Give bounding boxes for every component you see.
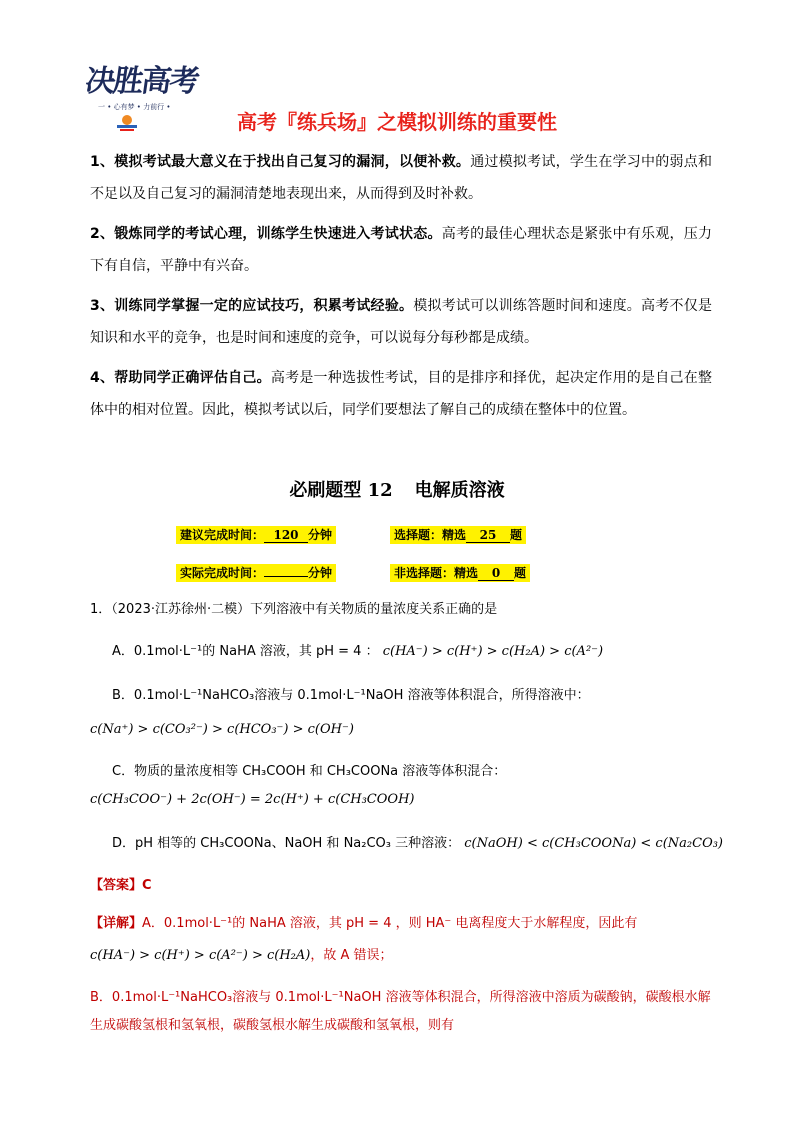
option-a-text: A．0.1mol·L⁻¹的 NaHA 溶液，其 pH = 4 ：: [112, 644, 379, 659]
option-a: [112, 642, 603, 662]
suggest-time-row: [176, 526, 336, 543]
detail-a-line: [90, 914, 637, 934]
page-title: 高考『练兵场』之模拟训练的重要性: [237, 110, 557, 134]
intro-2-text: 高考的最佳心理状态是紧张中有乐观，压力下有自信，平静中有兴奋。: [90, 226, 712, 274]
actual-time-value[interactable]: [264, 576, 308, 577]
nonchoice-count-label: 非选择题：精选: [394, 566, 479, 580]
intro-2-bold: 2、锻炼同学的考试心理，训练学生快速进入考试状态。: [90, 226, 442, 242]
intro-paragraph-2: [90, 218, 712, 282]
option-c-formula-text: c(CH₃COO⁻) + 2c(OH⁻) = 2c(H⁺) + c(CH₃COOH): [90, 792, 415, 807]
suggest-time-value: 120: [264, 528, 308, 543]
option-b-text: B．0.1mol·L⁻¹NaHCO₃溶液与 0.1mol·L⁻¹NaOH 溶液等体积混合，所得溶液中：: [112, 688, 590, 703]
section-heading-left: 必刷题型 12: [289, 480, 393, 501]
nonchoice-count-row: [390, 564, 530, 581]
detail-a-text: A．0.1mol·L⁻¹的 NaHA 溶液，其 pH = 4 ，则 HA⁻ 电离程度大于水解程度，因此有: [142, 916, 638, 931]
choice-count-row: [390, 526, 526, 543]
logo-subtitle: 一 • 心有梦 • 力前行 •: [98, 103, 171, 111]
detail-a-formula-line: [90, 946, 393, 966]
suggest-time-label: 建议完成时间：: [180, 528, 265, 542]
option-c-text: C．物质的量浓度相等 CH₃COOH 和 CH₃COONa 溶液等体积混合：: [112, 764, 507, 779]
question-stem: 1．（2023·江苏徐州·二模）下列溶液中有关物质的量浓度关系正确的是: [90, 602, 498, 617]
answer-label: 【答案】C: [90, 878, 152, 893]
option-b-formula: [90, 720, 354, 740]
detail-b-paragraph: B．0.1mol·L⁻¹NaHCO₃溶液与 0.1mol·L⁻¹NaOH 溶液等体积混合，所得溶液中溶质为碳酸钠，碳酸根水解生成碳酸氢根和氢氧根，碳酸氢根水解生成碳酸和氢氧根，则有: [90, 990, 711, 1033]
intro-3-text: 模拟考试可以训练答题时间和速度。高考不仅是知识和水平的竞争，也是时间和速度的竞争，可以说每分每秒都是成绩。: [90, 298, 713, 346]
intro-4-text: 高考是一种选拔性考试，目的是排序和择优，起决定作用的是自己在整体中的相对位置。因此，模拟考试以后，同学们要想法了解自己的成绩在整体中的位置。: [90, 370, 712, 418]
option-b-formula-text: c(Na⁺) > c(CO₃²⁻) > c(HCO₃⁻) > c(OH⁻): [90, 722, 354, 737]
detail-a-end: ，故 A 错误；: [310, 948, 393, 963]
detail-a-formula: c(HA⁻) > c(H⁺) > c(A²⁻) > c(H₂A): [90, 948, 311, 963]
intro-paragraph-3: [90, 290, 712, 354]
intro-1-bold: 1、模拟考试最大意义在于找出自己复习的漏洞，以便补救。: [90, 154, 471, 170]
intro-1-text: 通过模拟考试，学生在学习中的弱点和不足以及自己复习的漏洞清楚地表现出来，从而得到及时补救。: [90, 154, 713, 202]
intro-paragraph-4: [90, 362, 712, 426]
section-heading-right: 电解质溶液: [414, 480, 505, 501]
intro-4-bold: 4、帮助同学正确评估自己。: [90, 370, 271, 386]
nonchoice-count-unit: 题: [514, 566, 527, 580]
suggest-time-unit: 分钟: [308, 528, 333, 542]
intro-3-bold: 3、训练同学掌握一定的应试技巧，积累考试经验。: [90, 298, 414, 314]
actual-time-row: [176, 564, 336, 581]
choice-count-value: 25: [466, 528, 510, 543]
logo-text: 决胜高考: [83, 64, 200, 99]
option-a-formula: c(HA⁻) > c(H⁺) > c(H₂A) > c(A²⁻): [382, 644, 604, 659]
option-c-formula: [90, 790, 414, 810]
actual-time-unit: 分钟: [308, 566, 333, 580]
section-heading: [0, 476, 794, 502]
actual-time-label: 实际完成时间：: [180, 566, 265, 580]
option-d-formula: c(NaOH) < c(CH₃COONa) < c(Na₂CO₃): [464, 836, 724, 851]
choice-count-unit: 题: [510, 528, 523, 542]
nonchoice-count-value: 0: [478, 566, 514, 581]
choice-count-label: 选择题：精选: [394, 528, 467, 542]
detail-label: 【详解】: [90, 916, 143, 931]
intro-paragraph-1: [90, 146, 712, 210]
option-d-text: D．pH 相等的 CH₃COONa、NaOH 和 Na₂CO₃ 三种溶液：: [112, 836, 461, 851]
option-d: [112, 834, 723, 854]
